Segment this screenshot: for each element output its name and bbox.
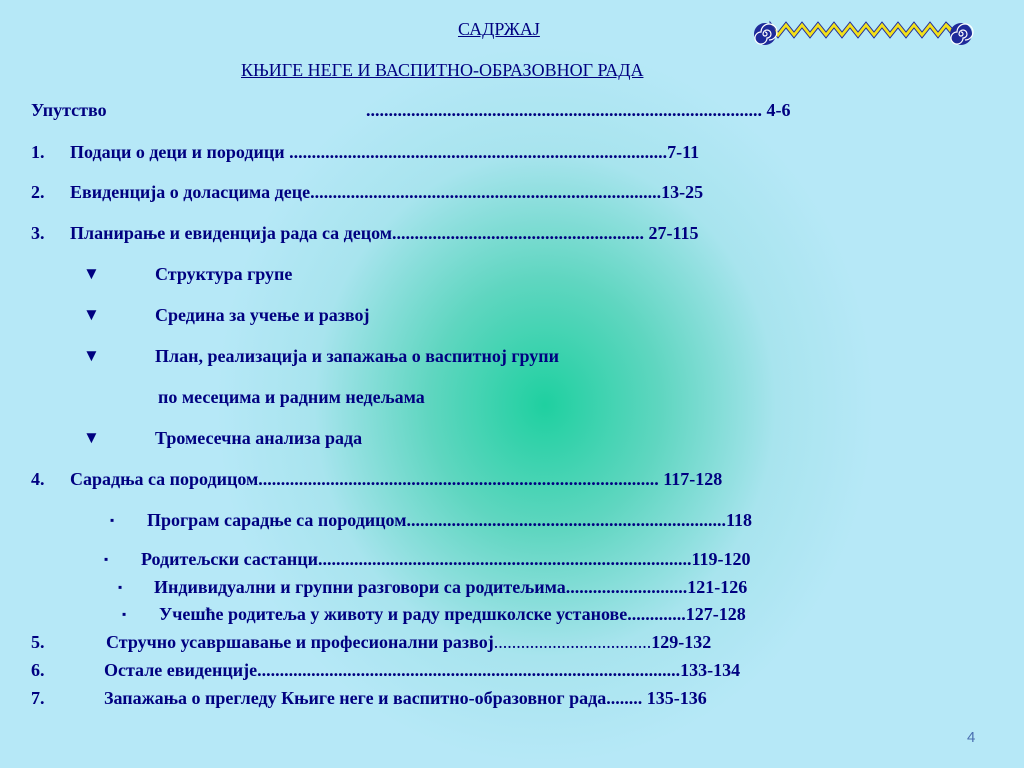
square-bullet-icon: ▪	[104, 552, 109, 566]
toc-subitem-text: Програм сарадње са породицом.......................................................................118	[147, 510, 752, 530]
toc-intro-label: Упутство	[31, 100, 107, 120]
triangle-bullet-icon: ▼	[83, 264, 100, 283]
toc-intro-pages: 4-6	[766, 100, 791, 120]
toc-item-text: Сарадња са породицом......................................................................................... 117-128	[70, 469, 723, 489]
toc-intro-leader: ........................................................................................	[366, 100, 762, 120]
triangle-bullet-icon: ▼	[83, 346, 100, 365]
toc-item-text: Стручно усавршавање и професионални развој	[106, 632, 494, 652]
toc-item-number: 5.	[31, 632, 45, 652]
toc-subitem-text: Структура групе	[155, 264, 293, 284]
toc-item-number: 6.	[31, 660, 45, 680]
toc-subitem-text: Учешће родитеља у животу и раду предшколске установе.............127-128	[159, 604, 746, 624]
triangle-bullet-icon: ▼	[83, 428, 100, 447]
toc-item-text: Подаци о деци и породици ....................................................................................7-11	[70, 142, 700, 162]
toc-item-text: Остале евиденције..............................................................................................133-134	[104, 660, 741, 680]
toc-subitem-text: Индивидуални и групни разговори са родитељима...........................121-126	[154, 577, 748, 597]
toc-item-text: Планирање и евиденција рада са децом........................................................ 27-115	[70, 223, 699, 243]
toc-item-number: 4.	[31, 469, 45, 489]
triangle-bullet-icon: ▼	[83, 305, 100, 324]
toc-subitem-text: Средина за учење и развој	[155, 305, 370, 325]
toc-item-number: 7.	[31, 688, 45, 708]
toc-subitem-text: Родитељски састанци...................................................................................119-120	[141, 549, 751, 569]
toc-item-pages: 129-132	[651, 632, 712, 652]
toc-subitem-text: Тромесечна анализа рада	[155, 428, 363, 448]
toc-intro-dots	[366, 99, 791, 121]
page-title: САДРЖАЈ	[458, 19, 540, 39]
toc-subitem-continuation: по месецима и радним недељама	[158, 387, 425, 407]
square-bullet-icon: ▪	[118, 580, 123, 594]
toc-item-number: 1.	[31, 142, 45, 162]
toc-item-number: 2.	[31, 182, 45, 202]
toc-item-text: Евиденција о доласцима деце..............................................................................13-25	[70, 182, 704, 202]
toc-item-text: Запажања о прегледу Књиге неге и васпитно-образовног рада........ 135-136	[104, 688, 707, 708]
toc-item-leader: ...................................	[493, 632, 652, 652]
toc-subitem-text: План, реализација и запажања о васпитној групи	[155, 346, 560, 366]
toc-item-number: 3.	[31, 223, 45, 243]
page-number: 4	[967, 729, 976, 746]
square-bullet-icon: ▪	[122, 607, 127, 621]
square-bullet-icon: ▪	[110, 513, 115, 527]
spiral-banner-icon	[752, 20, 974, 48]
page-subtitle: КЊИГЕ НЕГЕ И ВАСПИТНО-ОБРАЗОВНОГ РАДА	[241, 60, 644, 80]
